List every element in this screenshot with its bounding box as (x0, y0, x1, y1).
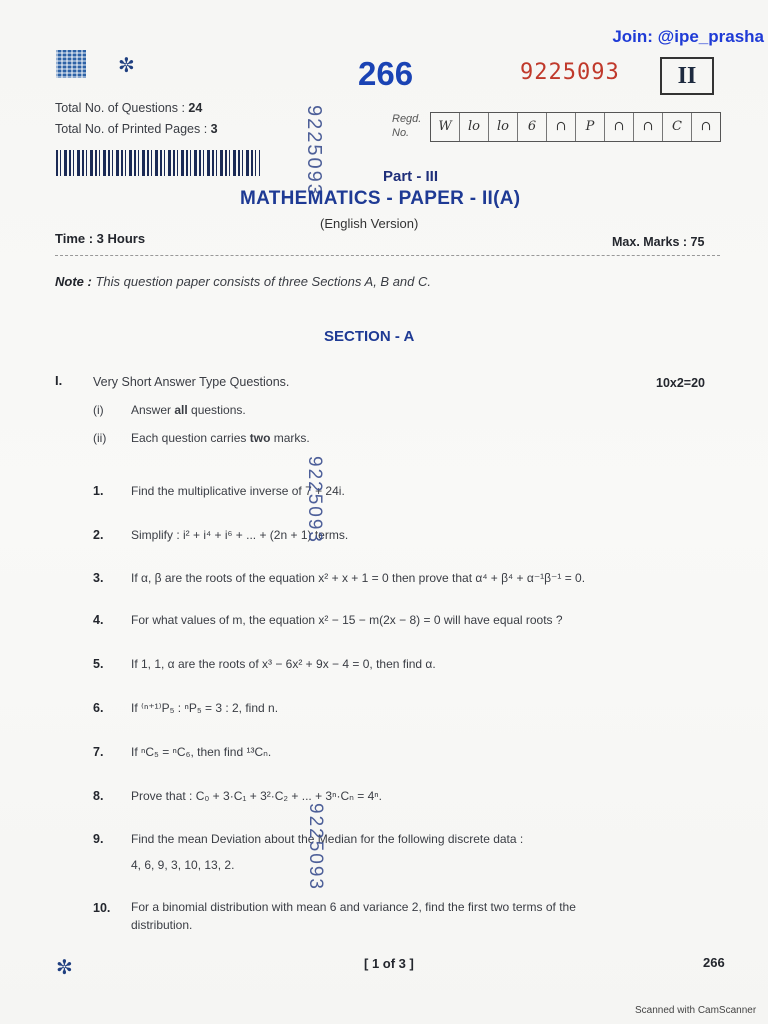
section-roman-numeral: I. (55, 373, 63, 388)
question-text-continued: distribution. (131, 918, 193, 932)
regd-box: ∩ (700, 119, 712, 134)
version-label: (English Version) (320, 216, 419, 231)
question-number: 3. (93, 571, 104, 585)
total-pages: Total No. of Printed Pages : 3 (55, 122, 218, 136)
footer-code: 266 (703, 955, 725, 970)
divider (55, 255, 720, 256)
regd-box: W (431, 113, 460, 141)
regd-box: C (663, 113, 692, 141)
watermark-stamp: 9225093 (305, 803, 326, 891)
part-heading: Part - III (383, 168, 439, 185)
question-text: If 1, 1, α are the roots of x³ − 6x² + 9x − 4 = 0, then find α. (131, 657, 436, 671)
flower-icon: ✼ (118, 55, 135, 77)
question-text: If ⁿC₅ = ⁿC₆, then find ¹³Cₙ. (131, 745, 272, 759)
question-number: 1. (93, 484, 104, 498)
question-text: Find the multiplicative inverse of 7 + 24i. (131, 484, 345, 498)
regd-box: ∩ (605, 113, 634, 141)
watermark-stamp: 9225093 (303, 105, 325, 197)
paper-code: 266 (358, 55, 414, 92)
max-marks-label: Max. Marks : 75 (612, 235, 705, 249)
section-marks: 10x2=20 (656, 376, 706, 390)
question-text: For a binomial distribution with mean 6 and variance 2, find the first two terms of the (131, 900, 576, 914)
question-text: For what values of m, the equation x² − 15 − m(2x − 8) = 0 will have equal roots ? (131, 613, 563, 627)
question-number: 5. (93, 657, 104, 671)
question-text: Simplify : i² + i⁴ + i⁶ + ... + (2n + 1) terms. (131, 528, 349, 542)
regd-box: lo (489, 113, 518, 141)
barcode-icon (56, 150, 260, 176)
regd-number-boxes (430, 112, 721, 142)
regd-label: Regd. No. (392, 113, 422, 139)
note: Note : This question paper consists of three Sections A, B and C. (55, 274, 431, 289)
question-number: 2. (93, 528, 104, 542)
instruction-item: (ii) Each question carries two marks. (93, 431, 310, 445)
scanner-watermark: Scanned with CamScanner (635, 1005, 757, 1016)
question-number: 4. (93, 613, 104, 627)
section-heading: Very Short Answer Type Questions. (93, 375, 290, 389)
question-number: 7. (93, 745, 104, 759)
regd-box: P (576, 113, 605, 141)
section-title: SECTION - A (324, 328, 415, 345)
question-number: 10. (93, 901, 111, 915)
time-label: Time : 3 Hours (55, 231, 146, 246)
question-number: 9. (93, 832, 104, 846)
join-channel-text: Join: @ipe_prasha (612, 27, 764, 46)
regd-box: ∩ (547, 113, 576, 141)
serial-number: 9225093 (520, 60, 620, 85)
regd-box: 6 (518, 113, 547, 141)
subject-title: MATHEMATICS - PAPER - II(A) (240, 188, 521, 209)
regd-box: ∩ (634, 113, 663, 141)
question-data: 4, 6, 9, 3, 10, 13, 2. (131, 858, 235, 872)
question-number: 8. (93, 789, 104, 803)
flower-icon: ✼ (56, 957, 73, 979)
instruction-item: (i) Answer all questions. (93, 403, 246, 417)
question-number: 6. (93, 701, 104, 715)
question-text: Prove that : C₀ + 3·C₁ + 3²·C₂ + ... + 3ⁿ·Cₙ = 4ⁿ. (131, 789, 382, 803)
total-questions: Total No. of Questions : 24 (55, 101, 203, 115)
part-box: II (660, 57, 714, 95)
watermark-stamp: 9225093 (304, 456, 325, 544)
question-text: Find the mean Deviation about the Median for the following discrete data : (131, 832, 524, 846)
page-number: [ 1 of 3 ] (364, 956, 414, 971)
qr-code-icon (56, 50, 86, 78)
question-text: If ⁽ⁿ⁺¹⁾P₅ : ⁿP₅ = 3 : 2, find n. (131, 701, 279, 715)
regd-box: lo (460, 113, 489, 141)
question-text: If α, β are the roots of the equation x² + x + 1 = 0 then prove that α⁴ + β⁴ + α⁻¹β⁻¹ = 0. (131, 571, 586, 585)
